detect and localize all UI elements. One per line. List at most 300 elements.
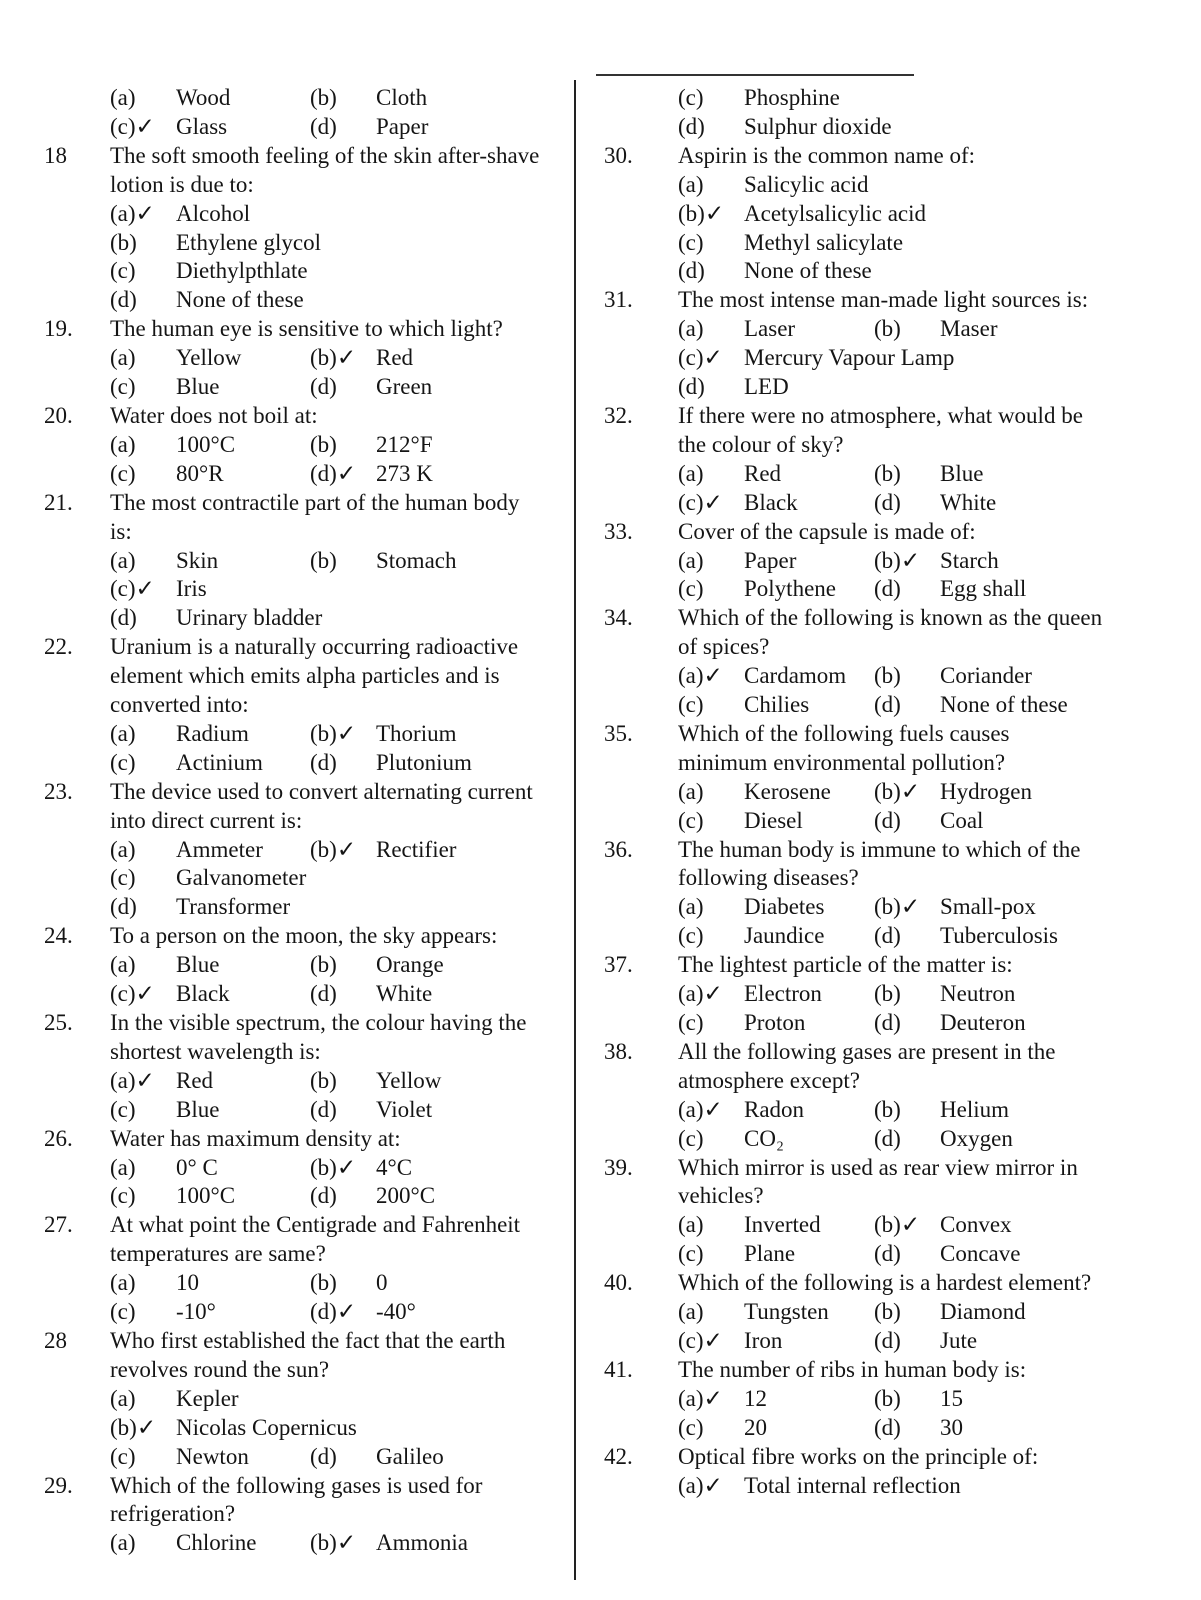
option-text: 0 [376, 1270, 388, 1296]
option-label: (d) [874, 1414, 901, 1440]
option-row [110, 749, 544, 778]
question-text: In the visible spectrum, the colour having the shortest wavelength is: [110, 1010, 527, 1064]
option-label: (d) [874, 1125, 901, 1151]
option-text: Polythene [744, 576, 836, 602]
answer-option [310, 720, 457, 749]
option-label: (c) [678, 85, 704, 110]
answer-option [678, 1472, 961, 1501]
question [44, 489, 544, 634]
option-label: (b)✓ [310, 836, 357, 862]
option-text: CO₂ [744, 1125, 784, 1151]
option-label: (d)✓ [310, 460, 357, 486]
option-text: Stomach [376, 547, 457, 573]
answer-option [310, 1182, 435, 1211]
option-text: Tuberculosis [940, 923, 1058, 949]
answer-option [110, 113, 310, 142]
question-text: Who first established the fact that the earth revolves round the sun? [110, 1327, 506, 1382]
option-label: (b) [310, 952, 337, 978]
option-row [678, 171, 1104, 200]
answer-option [874, 1298, 1026, 1327]
answer-option [678, 229, 903, 258]
option-label: (a) [110, 547, 136, 573]
option-row [110, 836, 544, 865]
answer-option [110, 604, 322, 633]
answer-option [110, 1269, 310, 1298]
answer-option [310, 1269, 388, 1298]
answer-option [310, 1096, 432, 1125]
option-row [678, 1240, 1104, 1269]
question [44, 633, 544, 778]
option-label: (b)✓ [874, 1212, 921, 1238]
option-label: (d) [678, 113, 705, 139]
option-row [110, 373, 544, 402]
question-text: The human eye is sensitive to which light? [110, 316, 503, 342]
option-text: Oxygen [940, 1125, 1013, 1151]
option-text: Laser [744, 316, 796, 342]
option-label: (d) [874, 1241, 901, 1267]
option-row [678, 1009, 1104, 1038]
answer-option [678, 547, 874, 576]
question [44, 1472, 544, 1559]
option-label: (b) [874, 981, 901, 1007]
option-text: Actinium [176, 749, 263, 775]
option-row [678, 315, 1104, 344]
question [604, 142, 1104, 287]
option-row [678, 922, 1104, 951]
option-text: Chilies [744, 692, 810, 718]
answer-option [310, 951, 444, 980]
question-number: 23. [44, 778, 73, 804]
option-row [110, 113, 544, 142]
option-label: (a)✓ [678, 1096, 723, 1122]
option-label: (a) [110, 1385, 136, 1411]
option-text: Glass [176, 113, 228, 139]
option-label: (d) [874, 576, 901, 602]
question [604, 951, 1104, 1038]
option-label: (b)✓ [678, 200, 725, 226]
option-row [110, 344, 544, 373]
option-row [110, 286, 544, 315]
answer-option [110, 229, 321, 258]
question [604, 1154, 1104, 1270]
answer-option [874, 1211, 1012, 1240]
answer-option [110, 893, 290, 922]
answer-option [874, 460, 983, 489]
answer-option [678, 1096, 874, 1125]
option-text: LED [744, 374, 789, 400]
option-text: 12 [744, 1385, 767, 1411]
option-label: (b)✓ [874, 894, 921, 920]
option-label: (b)✓ [874, 547, 921, 573]
question-number: 26. [44, 1125, 73, 1151]
option-text: Concave [940, 1241, 1021, 1267]
option-text: Methyl salicylate [744, 229, 904, 255]
answer-option [678, 662, 874, 691]
answer-option [110, 951, 310, 980]
option-text: Black [176, 981, 230, 1007]
option-text: Orange [376, 952, 444, 978]
answer-option [678, 575, 874, 604]
option-label: (c) [678, 1414, 704, 1440]
question-number: 40. [604, 1270, 633, 1296]
option-text: Paper [744, 547, 797, 573]
answer-option [874, 691, 1068, 720]
option-label: (c) [110, 865, 136, 891]
option-row [110, 84, 544, 113]
option-text: Inverted [744, 1212, 821, 1238]
question-number: 36. [604, 836, 633, 862]
question [604, 1443, 1104, 1501]
option-text: Green [376, 374, 433, 400]
option-text: Red [376, 345, 414, 371]
question-number: 18 [44, 142, 67, 168]
answer-option [310, 344, 413, 373]
option-row [678, 1327, 1104, 1356]
answer-option [874, 1096, 1009, 1125]
answer-option [678, 1298, 874, 1327]
option-text: Ammonia [376, 1530, 468, 1556]
answer-option [678, 1125, 874, 1154]
option-text: Cardamom [744, 663, 847, 689]
option-text: Plutonium [376, 749, 472, 775]
answer-option [874, 489, 996, 518]
answer-option [678, 778, 874, 807]
answer-option [110, 431, 310, 460]
question-text: Optical fibre works on the principle of: [678, 1443, 1039, 1469]
question [44, 1009, 544, 1125]
option-row [110, 200, 544, 229]
option-label: (d) [874, 807, 901, 833]
option-label: (a) [110, 1154, 136, 1180]
option-label: (b) [310, 547, 337, 573]
question-number: 21. [44, 489, 73, 515]
question [604, 1038, 1104, 1154]
option-text: Transformer [176, 894, 291, 920]
option-label: (a) [678, 1212, 704, 1238]
option-row [678, 547, 1104, 576]
option-text: Newton [176, 1443, 249, 1469]
answer-option [874, 1009, 1026, 1038]
option-text: 0° C [176, 1154, 218, 1180]
option-label: (c) [678, 1241, 704, 1267]
question [44, 84, 544, 142]
answer-option [110, 1414, 357, 1443]
option-row [110, 604, 544, 633]
question [44, 142, 544, 315]
option-label: (c) [678, 576, 704, 602]
option-row [678, 229, 1104, 258]
option-label: (b) [874, 460, 901, 486]
option-label: (b) [874, 1299, 901, 1325]
answer-option [110, 344, 310, 373]
option-text: Proton [744, 1010, 806, 1035]
answer-option [310, 1529, 468, 1558]
question [604, 604, 1104, 720]
question-number: 35. [604, 720, 633, 746]
answer-option [678, 373, 789, 402]
column-divider [574, 80, 576, 1580]
option-row [678, 200, 1104, 229]
option-text: Radon [744, 1096, 805, 1122]
option-text: Kerosene [744, 778, 831, 804]
answer-option [310, 749, 472, 778]
option-text: Hydrogen [940, 778, 1032, 804]
left-column [44, 84, 544, 1558]
option-row [110, 1443, 544, 1472]
question-text: Which mirror is used as rear view mirror in vehicles? [678, 1154, 1078, 1209]
option-row [678, 691, 1104, 720]
option-text: Black [744, 489, 798, 515]
option-text: Helium [940, 1096, 1009, 1122]
option-text: 100°C [176, 431, 236, 457]
answer-option [110, 1298, 310, 1327]
answer-option [678, 691, 874, 720]
option-label: (c)✓ [678, 345, 723, 371]
question-text: Uranium is a naturally occurring radioactive element which emits alpha particles and is converted into: [110, 634, 519, 718]
option-label: (a)✓ [678, 981, 723, 1007]
question [44, 402, 544, 489]
answer-option [874, 662, 1032, 691]
question [604, 84, 1104, 142]
question-number: 38. [604, 1038, 633, 1064]
option-label: (d) [310, 1096, 337, 1122]
answer-option [110, 980, 310, 1009]
option-label: (a) [678, 1299, 704, 1325]
option-label: (a) [678, 894, 704, 920]
question [604, 836, 1104, 952]
option-text: Galileo [376, 1443, 444, 1469]
option-row [110, 1529, 544, 1558]
option-text: Iris [176, 576, 207, 602]
option-text: Paper [376, 113, 429, 139]
answer-option [110, 836, 310, 865]
answer-option [110, 1529, 310, 1558]
question-number: 39. [604, 1154, 633, 1180]
question-text: The device used to convert alternating current into direct current is: [110, 778, 533, 833]
right-column [604, 84, 1104, 1500]
option-text: Maser [940, 316, 998, 342]
question-text: The human body is immune to which of the following diseases? [678, 836, 1081, 891]
option-text: Coal [940, 807, 984, 833]
answer-option [678, 84, 840, 113]
option-label: (b) [310, 1067, 337, 1093]
option-row [110, 1385, 544, 1414]
question-number: 33. [604, 518, 633, 544]
option-text: Red [744, 460, 782, 486]
option-label: (b) [874, 663, 901, 689]
option-text: Diesel [744, 807, 803, 833]
option-label: (d) [310, 374, 337, 400]
answer-option [310, 1154, 412, 1183]
option-text: Tungsten [744, 1299, 829, 1325]
answer-option [874, 575, 1026, 604]
option-row [110, 460, 544, 489]
answer-option [678, 257, 872, 286]
option-row [678, 980, 1104, 1009]
option-text: Diabetes [744, 894, 825, 920]
question-number: 22. [44, 634, 73, 660]
option-text: Nicolas Copernicus [176, 1414, 357, 1440]
option-label: (b) [310, 431, 337, 457]
option-label: (c) [678, 923, 704, 949]
question [604, 286, 1104, 402]
option-label: (c) [678, 229, 704, 255]
question [604, 1269, 1104, 1356]
option-text: Diethylpthlate [176, 258, 308, 284]
option-text: -10° [176, 1299, 216, 1325]
option-label: (d) [874, 489, 901, 515]
option-row [110, 893, 544, 922]
option-row [678, 1385, 1104, 1414]
option-row [678, 373, 1104, 402]
question-number: 41. [604, 1356, 633, 1382]
answer-option [678, 1240, 874, 1269]
option-label: (b)✓ [110, 1414, 157, 1440]
option-label: (d) [874, 692, 901, 718]
option-label: (c) [678, 807, 704, 833]
option-row [678, 1414, 1104, 1443]
option-text: Starch [940, 547, 999, 573]
answer-option [678, 1009, 874, 1038]
answer-option [110, 864, 306, 893]
question-number: 25. [44, 1010, 73, 1035]
answer-option [874, 893, 1036, 922]
answer-option [874, 778, 1032, 807]
option-label: (d) [310, 1443, 337, 1469]
question-text: The most contractile part of the human body is: [110, 489, 520, 544]
question-text: Which of the following fuels causes minimum environmental pollution? [678, 720, 1010, 775]
option-text: Galvanometer [176, 865, 307, 891]
option-text: Iron [744, 1327, 783, 1353]
option-text: 212°F [376, 431, 433, 457]
answer-option [678, 113, 892, 142]
option-text: Convex [940, 1212, 1012, 1238]
option-row [678, 1096, 1104, 1125]
question-number: 29. [44, 1472, 73, 1498]
option-label: (d) [110, 894, 137, 920]
option-row [110, 431, 544, 460]
answer-option [310, 1067, 441, 1096]
option-label: (c) [678, 692, 704, 718]
option-text: Blue [176, 952, 220, 978]
option-text: Alcohol [176, 200, 251, 226]
option-text: Acetylsalicylic acid [744, 200, 927, 226]
option-row [678, 1211, 1104, 1240]
answer-option [110, 257, 308, 286]
answer-option [110, 720, 310, 749]
option-row [110, 229, 544, 258]
option-row [110, 575, 544, 604]
option-label: (d) [310, 113, 337, 139]
question-number: 20. [44, 402, 73, 428]
option-row [110, 257, 544, 286]
option-row [678, 893, 1104, 922]
option-text: Salicylic acid [744, 171, 869, 197]
option-text: None of these [176, 287, 304, 313]
option-label: (a)✓ [110, 200, 155, 226]
option-label: (b) [110, 229, 137, 255]
question [604, 1356, 1104, 1443]
option-row [110, 980, 544, 1009]
question [44, 1211, 544, 1327]
answer-option [874, 1414, 963, 1443]
answer-option [110, 84, 310, 113]
option-text: Sulphur dioxide [744, 113, 892, 139]
answer-option [310, 836, 456, 865]
option-label: (a) [678, 460, 704, 486]
option-text: Violet [376, 1096, 433, 1122]
option-row [678, 1125, 1104, 1154]
question-text: Cover of the capsule is made of: [678, 518, 976, 544]
question-number: 32. [604, 402, 633, 428]
option-label: (c) [110, 1183, 136, 1209]
option-text: 80°R [176, 460, 224, 486]
option-label: (a) [678, 171, 704, 197]
option-text: Yellow [176, 345, 242, 371]
option-text: Mercury Vapour Lamp [744, 345, 955, 371]
option-text: None of these [940, 692, 1068, 718]
answer-option [678, 893, 874, 922]
question [44, 315, 544, 402]
option-text: Wood [176, 85, 231, 110]
option-row [678, 257, 1104, 286]
option-row [110, 1182, 544, 1211]
option-label: (b)✓ [310, 1154, 357, 1180]
answer-option [874, 315, 997, 344]
answer-option [110, 575, 207, 604]
option-label: (d) [310, 1183, 337, 1209]
option-text: Jaundice [744, 923, 825, 949]
answer-option [678, 980, 874, 1009]
option-row [678, 1472, 1104, 1501]
answer-option [110, 1385, 239, 1414]
answer-option [110, 460, 310, 489]
question [44, 922, 544, 1009]
option-label: (c)✓ [110, 981, 155, 1007]
option-row [678, 778, 1104, 807]
option-text: Red [176, 1067, 214, 1093]
question [604, 518, 1104, 605]
option-row [678, 84, 1104, 113]
answer-option [678, 344, 954, 373]
answer-option [310, 84, 427, 113]
answer-option [110, 200, 250, 229]
question-text: Which of the following gases is used for refrigeration? [110, 1472, 483, 1527]
option-label: (b)✓ [874, 778, 921, 804]
option-row [678, 807, 1104, 836]
answer-option [874, 1327, 977, 1356]
option-text: White [940, 489, 997, 515]
answer-option [874, 1125, 1013, 1154]
option-label: (a)✓ [110, 1067, 155, 1093]
option-label: (c)✓ [110, 113, 155, 139]
question-number: 37. [604, 952, 633, 978]
option-text: 200°C [376, 1183, 436, 1209]
question-text: Water has maximum density at: [110, 1125, 401, 1151]
answer-option [310, 460, 433, 489]
answer-option [310, 1443, 444, 1472]
option-label: (c) [110, 1096, 136, 1122]
option-text: None of these [744, 258, 872, 284]
option-label: (c) [110, 460, 136, 486]
option-row [110, 547, 544, 576]
option-label: (a) [110, 1530, 136, 1556]
answer-option [678, 315, 874, 344]
option-label: (d) [874, 923, 901, 949]
answer-option [874, 922, 1058, 951]
option-text: Electron [744, 981, 822, 1007]
option-label: (b) [874, 1096, 901, 1122]
